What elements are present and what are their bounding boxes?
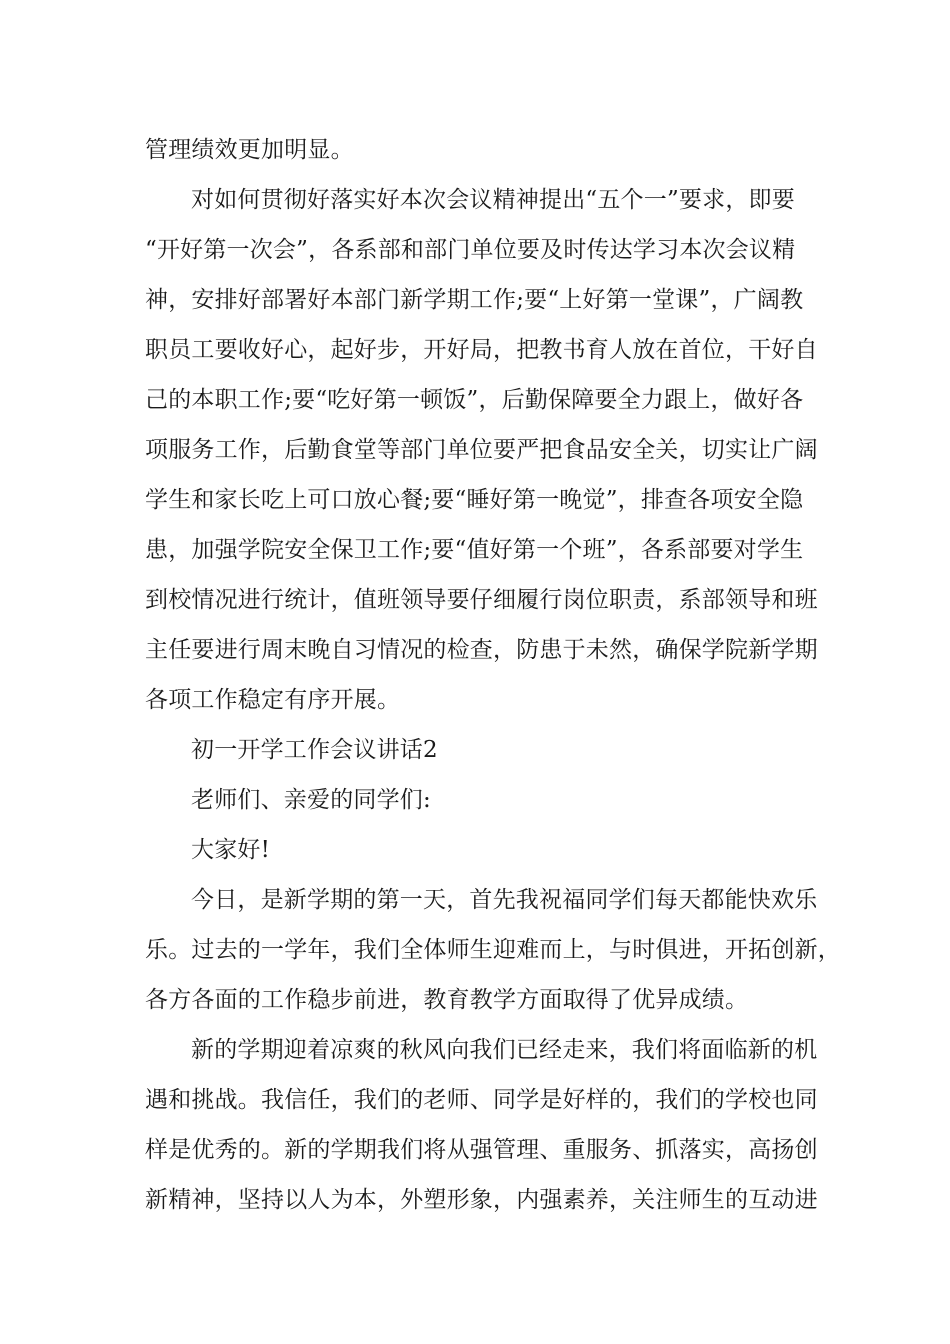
text-line: 神，安排好部署好本部门新学期工作;要“上好第一堂课”，广阔教 [145,287,804,313]
text-line: 遇和挑战。我信任，我们的老师、同学是好样的，我们的学校也同 [145,1087,818,1113]
text-line: 乐。过去的一学年，我们全体师生迎难而上，与时俱进，开拓创新， [145,937,841,963]
text-line: “开好第一次会”，各系部和部门单位要及时传达学习本次会议精 [145,237,796,263]
text-line: 项服务工作，后勤食堂等部门单位要严把食品安全关，切实让广阔 [145,437,818,463]
text-line: 新的学期迎着凉爽的秋风向我们已经走来，我们将面临新的机 [191,1037,818,1063]
text-line: 患，加强学院安全保卫工作;要“值好第一个班”，各系部要对学生 [145,537,804,563]
text-line: 对如何贯彻好落实好本次会议精神提出“五个一”要求，即要 [191,187,795,213]
text-line: 职员工要收好心，起好步，开好局，把教书育人放在首位，干好自 [145,337,818,363]
text-line: 各方各面的工作稳步前进，教育教学方面取得了优异成绩。 [145,987,749,1013]
section-heading: 初一开学工作会议讲话2 [191,737,438,763]
text-line: 到校情况进行统计，值班领导要仔细履行岗位职责，系部领导和班 [145,587,818,613]
text-line: 管理绩效更加明显。 [145,137,354,163]
text-line: 学生和家长吃上可口放心餐;要“睡好第一晚觉”，排查各项安全隐 [145,487,804,513]
greeting: 大家好! [191,837,271,863]
salutation: 老师们、亲爱的同学们: [191,787,431,813]
text-line: 新精神，坚持以人为本，外塑形象，内强素养，关注师生的互动进 [145,1187,818,1213]
text-line: 样是优秀的。新的学期我们将从强管理、重服务、抓落实，高扬创 [145,1137,818,1163]
text-line: 主任要进行周末晚自习情况的检查，防患于未然，确保学院新学期 [145,637,818,663]
text-line: 今日，是新学期的第一天，首先我祝福同学们每天都能快欢乐 [191,887,818,913]
text-line: 己的本职工作;要“吃好第一顿饭”，后勤保障要全力跟上，做好各 [145,387,804,413]
text-line: 各项工作稳定有序开展。 [145,687,401,713]
